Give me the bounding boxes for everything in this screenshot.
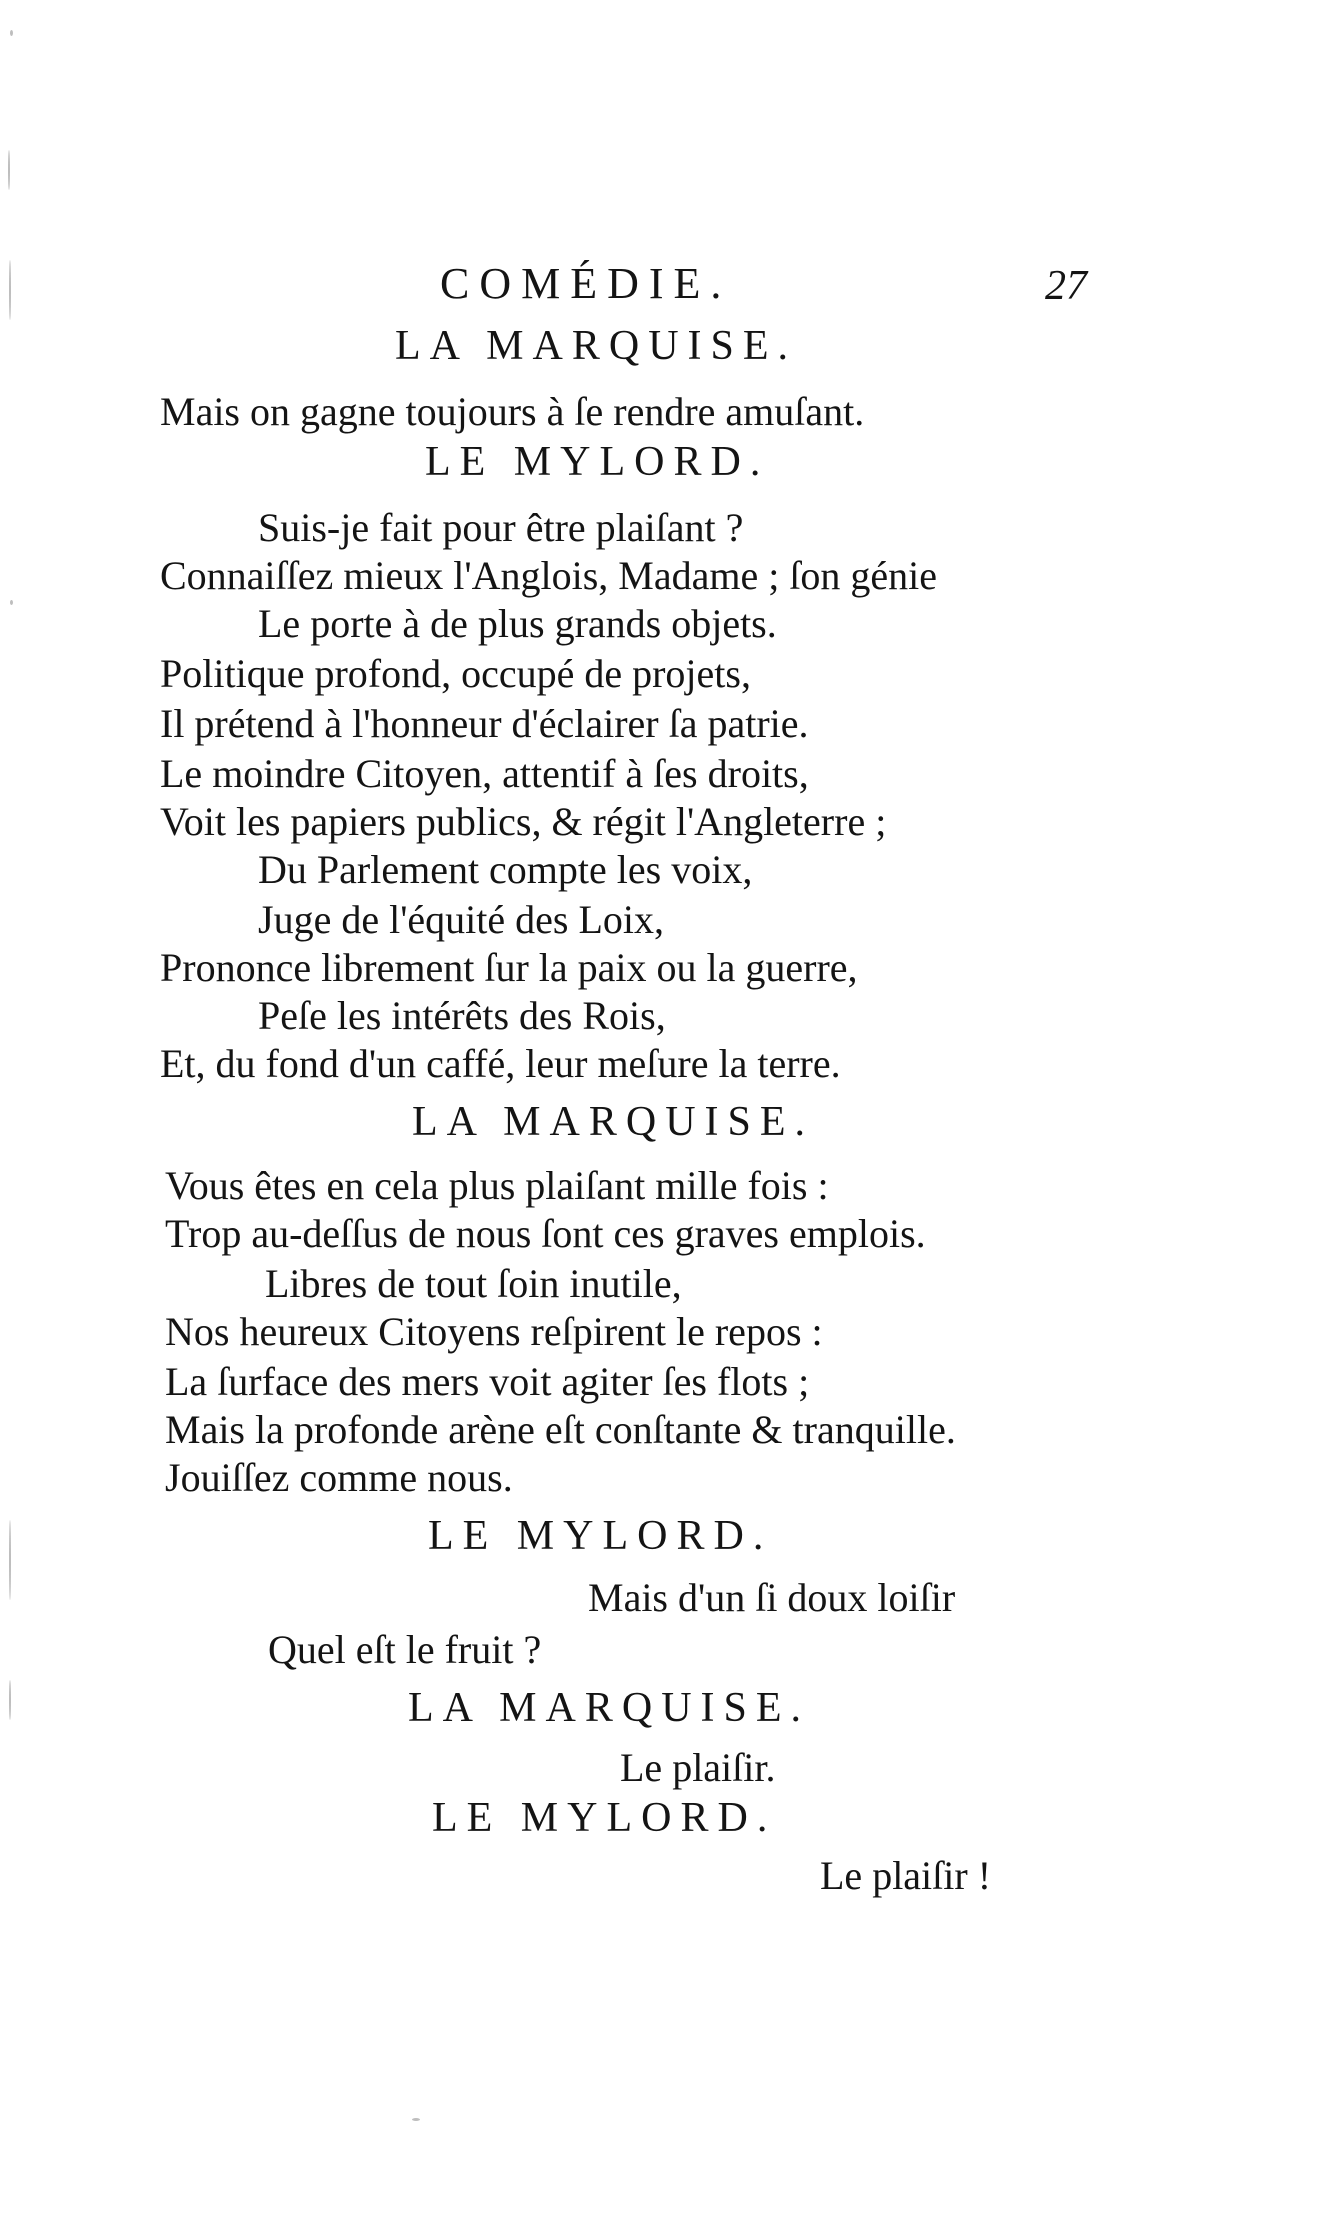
speaker-heading: LE MYLORD. <box>425 439 770 485</box>
verse-line: La ſurface des mers voit agiter ſes flots ; <box>165 1359 810 1404</box>
verse-line: Le plaiſir. <box>620 1745 776 1790</box>
verse-line: Politique profond, occupé de projets, <box>160 651 751 696</box>
speaker-heading: LA MARQUISE. <box>408 1685 811 1731</box>
verse-line: Peſe les intérêts des Rois, <box>258 993 666 1038</box>
verse-line: Le plaiſir ! <box>820 1853 992 1898</box>
verse-line: Vous êtes en cela plus plaiſant mille fois : <box>165 1163 829 1208</box>
running-title: COMÉDIE. <box>440 259 732 308</box>
verse-line: Libres de tout ſoin inutile, <box>265 1261 682 1306</box>
scan-speck <box>10 600 13 605</box>
verse-line: Mais d'un ſi doux loiſir <box>588 1575 956 1620</box>
scan-speck <box>9 1520 11 1600</box>
verse-line: Mais la profonde arène eſt conſtante & tranquille. <box>165 1407 956 1452</box>
verse-line: Suis-je fait pour être plaiſant ? <box>258 505 744 550</box>
verse-line: Nos heureux Citoyens reſpirent le repos : <box>165 1309 823 1354</box>
verse-line: Jouiſſez comme nous. <box>165 1455 513 1500</box>
scan-speck <box>8 150 10 190</box>
speaker-heading: LE MYLORD. <box>428 1513 773 1559</box>
verse-line: Le porte à de plus grands objets. <box>258 601 777 646</box>
verse-line: Le moindre Citoyen, attentif à ſes droits, <box>160 751 809 796</box>
verse-line: Il prétend à l'honneur d'éclairer ſa patrie. <box>160 701 809 746</box>
verse-line: Connaiſſez mieux l'Anglois, Madame ; ſon génie <box>160 553 938 598</box>
verse-line: Du Parlement compte les voix, <box>258 847 753 892</box>
verse-line: Et, du fond d'un caffé, leur meſure la terre. <box>160 1041 841 1086</box>
verse-line: Juge de l'équité des Loix, <box>258 897 664 942</box>
scan-speck <box>9 1680 11 1720</box>
verse-line: Trop au-deſſus de nous ſont ces graves emplois. <box>165 1211 926 1256</box>
speaker-heading: LA MARQUISE. <box>395 323 798 369</box>
speaker-heading: LA MARQUISE. <box>412 1099 815 1145</box>
verse-line: Voit les papiers publics, & régit l'Angleterre ; <box>160 799 887 844</box>
verse-line: Quel eſt le fruit ? <box>268 1627 542 1672</box>
scan-speck <box>10 30 13 36</box>
speaker-heading: LE MYLORD. <box>432 1795 777 1841</box>
verse-line: Prononce librement ſur la paix ou la guerre, <box>160 945 858 990</box>
scan-speck <box>412 2118 420 2121</box>
verse-line: Mais on gagne toujours à ſe rendre amuſant. <box>160 389 865 434</box>
page-number: 27 <box>1045 263 1087 309</box>
scan-speck <box>9 260 11 320</box>
